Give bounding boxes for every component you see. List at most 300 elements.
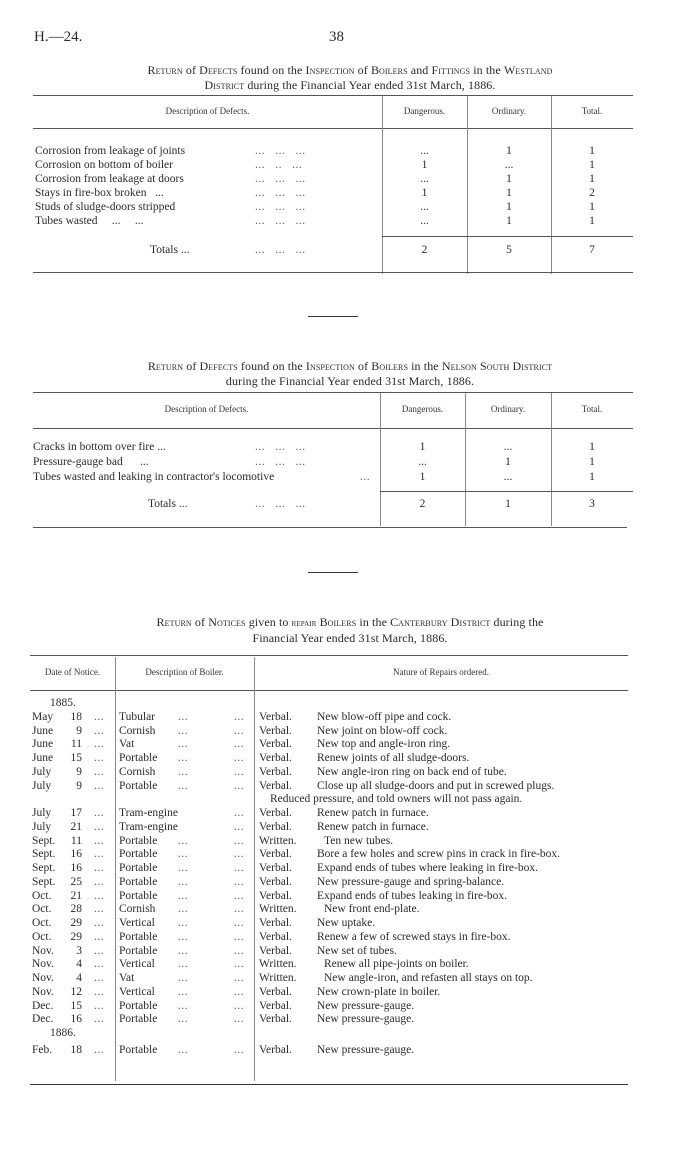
table1-bottom-rule <box>33 272 633 273</box>
table3-boiler-leader: ... <box>234 931 245 943</box>
table3-date-leader: ... <box>94 876 105 888</box>
table3-boiler: Portable <box>119 862 158 874</box>
table1-row-total: 1 <box>589 159 595 171</box>
table3-boiler: Vat <box>119 972 135 984</box>
table3-date-day: 9 <box>76 780 82 792</box>
table3-boiler-leader: ... <box>234 780 245 792</box>
table2-row-total: 1 <box>589 456 595 468</box>
table2-row-description: Pressure-gauge bad ... <box>33 456 149 468</box>
table2-row-dangerous: 1 <box>419 441 426 453</box>
table3-notice-kind: Verbal. <box>259 848 292 860</box>
table3-date-day: 15 <box>70 1000 82 1012</box>
table3-boiler: Portable <box>119 945 158 957</box>
table3-date-month: Dec. <box>32 1013 54 1025</box>
table3-boiler-dots: ... <box>178 917 189 929</box>
table3-date-leader: ... <box>94 1013 105 1025</box>
table3-date-leader: ... <box>94 1000 105 1012</box>
table2-totals-total: 3 <box>589 498 595 510</box>
table3-boiler-dots: ... <box>178 835 189 847</box>
table1-totals-leader: ... ... ... <box>255 244 306 256</box>
table3-boiler: Cornish <box>119 766 156 778</box>
table3-boiler-leader: ... <box>234 725 245 737</box>
table3-boiler-dots: ... <box>178 876 189 888</box>
table2-totals-ordinary: 1 <box>505 498 511 510</box>
table1-row-ordinary: 1 <box>506 145 512 157</box>
table3-boiler-leader: ... <box>234 835 245 847</box>
table3-date-month: Dec. <box>32 1000 54 1012</box>
table3-repair: New pressure-gauge. <box>317 1044 415 1056</box>
table1-top-rule <box>33 95 633 96</box>
table3-header-rule <box>30 690 628 691</box>
table1-row-total: 1 <box>589 201 595 213</box>
table3-notice-kind: Written. <box>259 903 297 915</box>
table3-date-month: Oct. <box>32 917 52 929</box>
table1-header-dangerous: Dangerous. <box>403 106 446 116</box>
table3-date-day: 29 <box>70 931 82 943</box>
table3-notice-kind: Verbal. <box>259 931 292 943</box>
table3-boiler: Tram-engine <box>119 807 178 819</box>
title-word: during the Financial Year ended 31st March, 1886. <box>247 78 496 92</box>
table1-row-dangerous: ... <box>420 215 429 227</box>
table3-date-day: 16 <box>70 862 82 874</box>
title-word: of <box>357 63 368 77</box>
table3-notice-kind: Verbal. <box>259 780 292 792</box>
title-word: given to <box>248 615 289 629</box>
table3-repair: New joint on blow-off cock. <box>317 725 448 737</box>
table3-date-month: Nov. <box>32 945 54 957</box>
table3-date-leader: ... <box>94 738 105 750</box>
title-word: Defects <box>199 359 238 373</box>
table3-date-month: July <box>32 780 52 792</box>
table2-row-leader: ... ... ... <box>255 441 306 453</box>
table3-boiler-leader: ... <box>234 986 245 998</box>
table3-date-day: 11 <box>70 738 82 750</box>
title-word: and <box>410 63 429 77</box>
table3-year: 1886. <box>50 1027 76 1039</box>
table3-repair-continuation: Reduced pressure, and told owners will not pass again. <box>270 793 523 805</box>
table3-boiler: Cornish <box>119 903 156 915</box>
table3-boiler-leader: ... <box>234 890 245 902</box>
table3-boiler-leader: ... <box>234 862 245 874</box>
table2-header-total: Total. <box>581 404 603 414</box>
table3-boiler: Vertical <box>119 958 155 970</box>
title-word: Boilers <box>319 615 357 629</box>
table3-boiler: Portable <box>119 1013 158 1025</box>
table3-boiler-leader: ... <box>234 972 245 984</box>
table3-date-leader: ... <box>94 848 105 860</box>
table3-notice-kind: Verbal. <box>259 890 292 902</box>
table3-boiler-leader: ... <box>234 917 245 929</box>
table1-row-dangerous: ... <box>420 201 429 213</box>
table2-row-ordinary: ... <box>503 441 513 453</box>
table3-date-month: May <box>32 711 54 723</box>
table3-repair: New crown-plate in boiler. <box>317 986 441 998</box>
table3-boiler-leader: ... <box>234 1013 245 1025</box>
table3-top-rule <box>30 655 628 656</box>
table1-row-description: Corrosion from leakage at doors <box>35 173 184 185</box>
table3-date-leader: ... <box>94 903 105 915</box>
table3-notice-kind: Verbal. <box>259 876 292 888</box>
table3-date-leader: ... <box>94 807 105 819</box>
table1-row-leader: ... .. ... <box>255 159 303 171</box>
table3-date-day: 11 <box>70 835 82 847</box>
table3-boiler-leader: ... <box>234 807 245 819</box>
table1-header-total: Total. <box>581 106 603 116</box>
table1-row-dangerous: 1 <box>421 187 428 199</box>
table1-title <box>0 63 700 93</box>
table3-title <box>0 615 700 646</box>
table3-repair: New set of tubes. <box>317 945 397 957</box>
table3-boiler: Cornish <box>119 725 156 737</box>
table3-repair: Bore a few holes and screw pins in crack in fire-box. <box>317 848 561 860</box>
title-word: Return <box>147 359 184 373</box>
table3-date-leader: ... <box>94 917 105 929</box>
table3-boiler: Tubular <box>119 711 155 723</box>
table1-row-description: Stays in fire-box broken ... <box>35 187 164 199</box>
table2-header-description: Description of Defects. <box>164 404 249 414</box>
table1-row-leader: ... ... ... <box>255 145 306 157</box>
table3-date-day: 21 <box>70 821 82 833</box>
table3-notice-kind: Verbal. <box>259 807 292 819</box>
table2-totals-dangerous: 2 <box>419 498 426 510</box>
table3-date-month: Sept. <box>32 862 56 874</box>
table2-row-total: 1 <box>589 471 595 483</box>
table2-header-rule <box>33 428 633 429</box>
table3-notice-kind: Written. <box>259 958 297 970</box>
title-word: Fittings <box>431 63 471 77</box>
table3-boiler: Vertical <box>119 986 155 998</box>
table3-repair: Close up all sludge-doors and put in screwed plugs. <box>317 780 555 792</box>
table3-boiler: Tram-engine <box>119 821 178 833</box>
table3-boiler: Portable <box>119 931 158 943</box>
table3-boiler-dots: ... <box>178 752 189 764</box>
table3-date-day: 21 <box>70 890 82 902</box>
table2-totals-label: Totals ... <box>148 498 188 510</box>
table1-row-dangerous: ... <box>420 173 429 185</box>
title-word: District <box>204 78 245 92</box>
table2-bottom-rule <box>33 527 627 528</box>
table3-notice-kind: Written. <box>259 972 297 984</box>
table3-boiler-dots: ... <box>178 1044 189 1056</box>
table3-boiler-leader: ... <box>234 945 245 957</box>
table3-notice-kind: Verbal. <box>259 711 292 723</box>
table1-row-leader: ... ... ... <box>255 215 306 227</box>
table3-notice-kind: Verbal. <box>259 1044 292 1056</box>
table3-date-leader: ... <box>94 958 105 970</box>
table3-boiler-dots: ... <box>178 890 189 902</box>
table1-row-dangerous: ... <box>420 145 429 157</box>
table2-totals-rule <box>380 491 633 492</box>
table3-boiler-leader: ... <box>234 821 245 833</box>
table3-date-month: Oct. <box>32 890 52 902</box>
title-word: Nelson South District <box>441 359 553 373</box>
table3-date-day: 9 <box>76 766 82 778</box>
table3-repair: New angle-iron ring on back end of tube. <box>317 766 507 778</box>
table3-date-day: 18 <box>70 1044 82 1056</box>
table2-row-dangerous: 1 <box>419 471 426 483</box>
table3-date-month: June <box>32 725 54 737</box>
table3-boiler-dots: ... <box>178 972 189 984</box>
table3-repair: Renew patch in furnace. <box>317 821 429 833</box>
table1-row-total: 1 <box>589 215 595 227</box>
title-word: of <box>185 63 197 77</box>
table3-boiler-leader: ... <box>234 958 245 970</box>
table3-date-leader: ... <box>94 766 105 778</box>
table3-date-leader: ... <box>94 986 105 998</box>
table3-boiler-leader: ... <box>234 903 245 915</box>
table3-date-day: 17 <box>70 807 82 819</box>
table1-totals-rule <box>382 236 633 237</box>
table3-date-leader: ... <box>94 931 105 943</box>
table3-divider <box>115 657 116 1081</box>
table3-date-month: June <box>32 752 54 764</box>
table3-date-month: Feb. <box>32 1044 53 1056</box>
table1-totals-ordinary: 5 <box>506 244 512 256</box>
table3-notice-kind: Verbal. <box>259 725 292 737</box>
table3-repair: New angle-iron, and refasten all stays on top. <box>324 972 533 984</box>
section-separator <box>308 316 358 317</box>
table3-boiler: Portable <box>119 848 158 860</box>
table3-notice-kind: Verbal. <box>259 738 292 750</box>
table3-repair: New front end-plate. <box>324 903 420 915</box>
title-word: Notices <box>208 615 246 629</box>
table3-header-boiler: Description of Boiler. <box>145 667 224 677</box>
table3-notice-kind: Verbal. <box>259 752 292 764</box>
table3-boiler-leader: ... <box>234 738 245 750</box>
table2-header-ordinary: Ordinary. <box>490 404 526 414</box>
title-word: of <box>186 359 197 373</box>
table1-row-description: Tubes wasted ... ... <box>35 215 144 227</box>
table3-boiler: Vat <box>119 738 135 750</box>
title-word: repair <box>291 618 317 629</box>
table3-repair: Renew all pipe-joints on boiler. <box>324 958 469 970</box>
table3-boiler-leader: ... <box>234 766 245 778</box>
title-word: Boilers <box>371 359 409 373</box>
table3-notice-kind: Verbal. <box>259 766 292 778</box>
table2-row-ordinary: 1 <box>505 456 511 468</box>
table3-header-date: Date of Notice. <box>44 667 101 677</box>
table1-row-leader: ... ... ... <box>255 187 306 199</box>
table3-boiler-dots: ... <box>178 725 189 737</box>
table3-date-day: 16 <box>70 1013 82 1025</box>
table1-row-total: 2 <box>589 187 595 199</box>
table3-repair: Renew a few of screwed stays in fire-box. <box>317 931 511 943</box>
table3-date-day: 12 <box>70 986 82 998</box>
table3-notice-kind: Written. <box>259 835 297 847</box>
table3-boiler: Portable <box>119 780 158 792</box>
title-word: during the <box>493 615 544 629</box>
table3-date-month: Oct. <box>32 931 52 943</box>
table3-repair: New blow-off pipe and cock. <box>317 711 452 723</box>
table1-totals-total: 7 <box>589 244 595 256</box>
table3-date-leader: ... <box>94 1044 105 1056</box>
table3-date-leader: ... <box>94 752 105 764</box>
table3-notice-kind: Verbal. <box>259 821 292 833</box>
table3-date-month: Nov. <box>32 986 54 998</box>
table3-bottom-rule <box>30 1084 628 1085</box>
table3-date-month: Oct. <box>32 903 52 915</box>
title-word: found on the <box>240 63 303 77</box>
table3-boiler-dots: ... <box>178 766 189 778</box>
table2-row-leader: ... <box>360 471 371 483</box>
table1-row-description: Corrosion on bottom of boiler <box>35 159 173 171</box>
table3-date-leader: ... <box>94 972 105 984</box>
table3-boiler-dots: ... <box>178 931 189 943</box>
table3-date-month: Nov. <box>32 972 54 984</box>
table3-date-leader: ... <box>94 780 105 792</box>
table1-row-leader: ... ... ... <box>255 201 306 213</box>
table2-row-leader: ... ... ... <box>255 456 306 468</box>
title-line: Financial Year ended 31st March, 1886. <box>252 631 448 645</box>
table3-date-month: July <box>32 766 52 778</box>
table3-date-day: 25 <box>70 876 82 888</box>
table3-boiler-dots: ... <box>178 903 189 915</box>
table3-boiler-dots: ... <box>178 1013 189 1025</box>
title-word: in the <box>359 615 388 629</box>
table3-boiler-dots: ... <box>178 738 189 750</box>
table2-top-rule <box>33 392 633 393</box>
table3-boiler-dots: ... <box>178 780 189 792</box>
table3-repair: Expand ends of tubes leaking in fire-box. <box>317 890 508 902</box>
table3-notice-kind: Verbal. <box>259 986 292 998</box>
title-line: during the Financial Year ended 31st March, 1886. <box>225 374 475 388</box>
table3-date-day: 3 <box>76 945 82 957</box>
table3-date-month: Sept. <box>32 835 56 847</box>
table1-row-total: 1 <box>589 173 595 185</box>
table3-notice-kind: Verbal. <box>259 1013 292 1025</box>
table1-totals-dangerous: 2 <box>421 244 428 256</box>
table1-row-ordinary: 1 <box>506 187 512 199</box>
table2-title <box>0 359 700 389</box>
table3-date-leader: ... <box>94 711 105 723</box>
table2-row-dangerous: ... <box>418 456 427 468</box>
table3-notice-kind: Verbal. <box>259 1000 292 1012</box>
title-word: Boilers <box>370 63 408 77</box>
title-word: Defects <box>199 63 238 77</box>
table3-divider <box>254 657 255 1081</box>
table3-boiler-dots: ... <box>178 945 189 957</box>
table3-date-leader: ... <box>94 725 105 737</box>
table1-row-ordinary: 1 <box>506 201 512 213</box>
table3-year: 1885. <box>50 697 76 709</box>
table3-date-day: 18 <box>70 711 82 723</box>
table3-boiler: Vertical <box>119 917 155 929</box>
table3-repair: Renew joints of all sludge-doors. <box>317 752 470 764</box>
table3-date-day: 9 <box>76 725 82 737</box>
table3-repair: New pressure-gauge. <box>317 1000 415 1012</box>
table3-repair: New pressure-gauge and spring-balance. <box>317 876 505 888</box>
table2-row-total: 1 <box>589 441 595 453</box>
title-word: found on the <box>240 359 303 373</box>
title-word: in the <box>473 63 501 77</box>
table3-date-leader: ... <box>94 835 105 847</box>
table3-boiler: Portable <box>119 835 158 847</box>
title-word: Canterbury District <box>390 615 491 629</box>
title-word: of <box>194 615 206 629</box>
table3-notice-kind: Verbal. <box>259 862 292 874</box>
table3-boiler-dots: ... <box>178 986 189 998</box>
table3-boiler-leader: ... <box>234 876 245 888</box>
table3-repair: New uptake. <box>317 917 376 929</box>
table3-repair: New top and angle-iron ring. <box>317 738 451 750</box>
table3-boiler-dots: ... <box>178 958 189 970</box>
table1-row-ordinary: 1 <box>506 173 512 185</box>
table3-date-month: Nov. <box>32 958 54 970</box>
table3-repair: Renew patch in furnace. <box>317 807 429 819</box>
table3-boiler: Portable <box>119 752 158 764</box>
section-separator <box>308 572 358 573</box>
table3-date-leader: ... <box>94 862 105 874</box>
table2-row-description: Cracks in bottom over fire ... <box>33 441 166 453</box>
table3-repair: Expand ends of tubes where leaking in fire-box. <box>317 862 538 874</box>
page-number: 38 <box>329 29 344 45</box>
table3-date-month: June <box>32 738 54 750</box>
table3-notice-kind: Verbal. <box>259 917 292 929</box>
table3-boiler: Portable <box>119 876 158 888</box>
table2-totals-leader: ... ... ... <box>255 498 306 510</box>
table1-header-rule <box>33 128 633 129</box>
title-word: of <box>357 359 369 373</box>
title-word: Return <box>156 615 192 629</box>
table3-boiler-leader: ... <box>234 1000 245 1012</box>
table3-date-day: 28 <box>70 903 82 915</box>
title-word: Inspection <box>305 359 355 373</box>
table1-header-description: Description of Defects. <box>165 106 250 116</box>
title-word: in the <box>411 359 439 373</box>
table1-row-total: 1 <box>589 145 595 157</box>
table1-row-ordinary: 1 <box>506 215 512 227</box>
table1-row-description: Corrosion from leakage of joints <box>35 145 186 157</box>
table3-header-repairs: Nature of Repairs ordered. <box>393 667 489 677</box>
table3-date-leader: ... <box>94 945 105 957</box>
table3-boiler-dots: ... <box>178 848 189 860</box>
table3-date-month: July <box>32 807 52 819</box>
table3-date-month: Sept. <box>32 848 56 860</box>
table1-row-ordinary: ... <box>504 159 514 171</box>
table3-date-leader: ... <box>94 821 105 833</box>
table3-boiler: Portable <box>119 1000 158 1012</box>
table1-row-leader: ... ... ... <box>255 173 306 185</box>
table3-repair: Ten new tubes. <box>324 835 394 847</box>
table3-boiler-dots: ... <box>178 862 189 874</box>
table3-boiler-leader: ... <box>234 711 245 723</box>
table1-row-description: Studs of sludge-doors stripped <box>35 201 176 213</box>
table1-row-dangerous: 1 <box>421 159 428 171</box>
table3-boiler: Portable <box>119 890 158 902</box>
document-code: H.—24. <box>34 29 83 45</box>
table3-date-day: 16 <box>70 848 82 860</box>
table3-boiler-dots: ... <box>178 711 189 723</box>
table1-header-ordinary: Ordinary. <box>491 106 527 116</box>
table2-row-description: Tubes wasted and leaking in contractor's locomotive <box>33 471 275 483</box>
title-word: Inspection <box>305 63 355 77</box>
table3-date-leader: ... <box>94 890 105 902</box>
table3-boiler: Portable <box>119 1044 158 1056</box>
title-word: Westland <box>503 63 553 77</box>
title-word: Return <box>147 63 183 77</box>
table3-notice-kind: Verbal. <box>259 945 292 957</box>
table3-date-day: 29 <box>70 917 82 929</box>
table3-date-day: 4 <box>76 958 82 970</box>
table3-boiler-leader: ... <box>234 1044 245 1056</box>
table3-boiler-leader: ... <box>234 848 245 860</box>
table3-date-day: 4 <box>76 972 82 984</box>
table3-date-day: 15 <box>70 752 82 764</box>
table3-boiler-leader: ... <box>234 752 245 764</box>
table2-header-dangerous: Dangerous. <box>401 404 444 414</box>
table1-totals-label: Totals ... <box>150 244 190 256</box>
table3-date-month: July <box>32 821 52 833</box>
